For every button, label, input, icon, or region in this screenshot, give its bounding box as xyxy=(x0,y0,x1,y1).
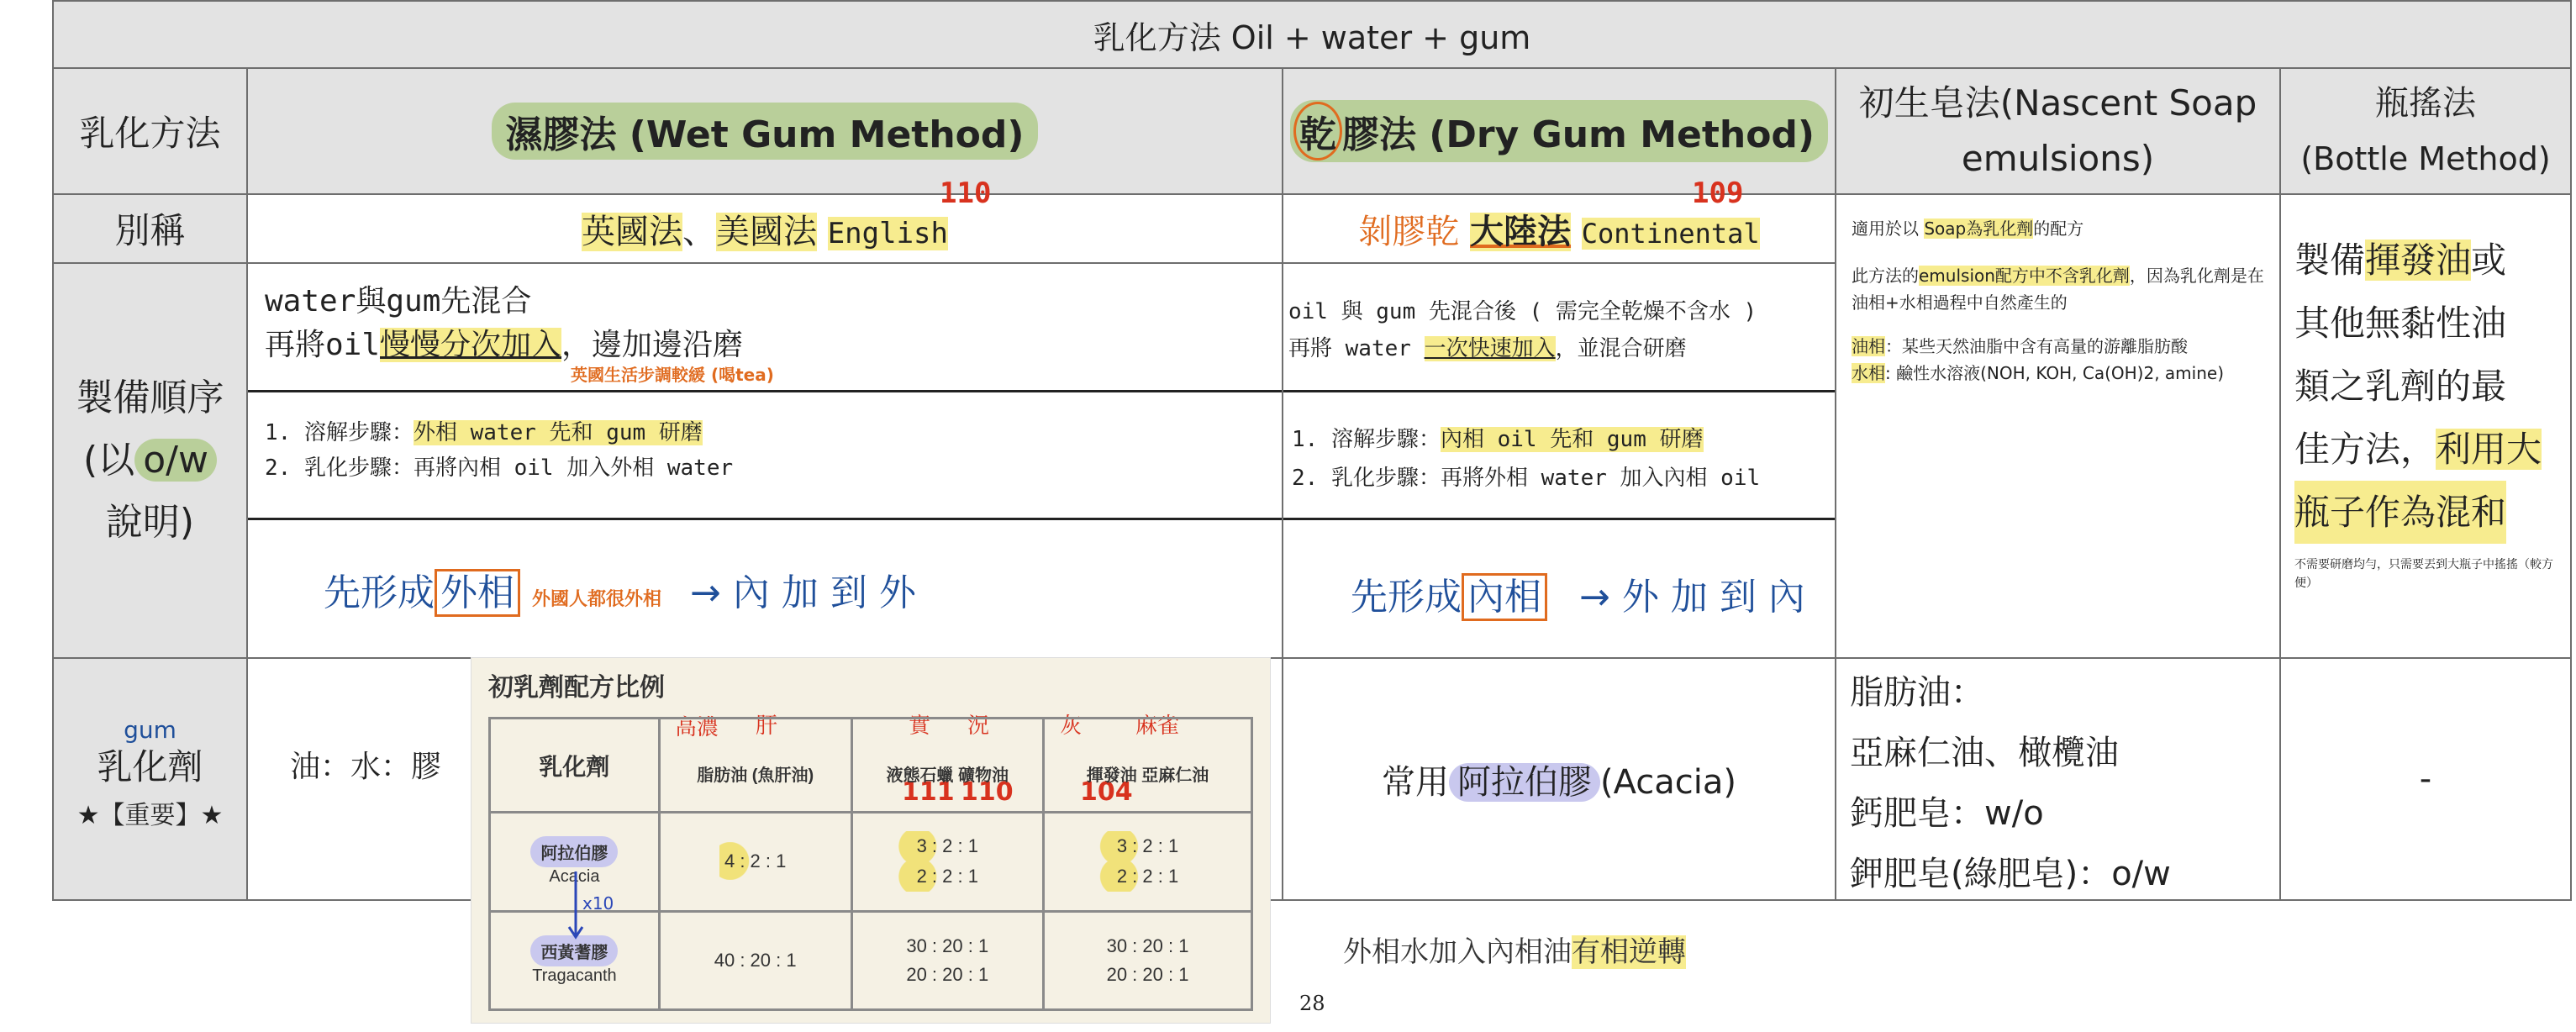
inset-tragacanth-c2 xyxy=(851,911,1044,1009)
emulsifier-dry-b: 阿拉伯膠 xyxy=(1449,763,1600,802)
inset-acacia-c3b: 2 : 2 : 1 xyxy=(1046,861,1250,892)
inset-header-row xyxy=(490,719,1252,813)
dry-step1-b: 內相 oil 先和 gum 研磨 xyxy=(1440,427,1704,452)
emulsifier-nascent xyxy=(1835,657,2281,901)
inset-tragacanth-c3a: 30 : 20 : 1 xyxy=(1106,935,1189,956)
inset-tragacanth-c2b: 20 : 20 : 1 xyxy=(906,963,989,985)
header-bottle-line2: (Bottle Method) xyxy=(2300,140,2551,177)
wet-hand-a: 先形成 xyxy=(324,571,435,614)
emulsifier-gum-note: gum xyxy=(124,716,176,744)
inset-acacia-en: Acacia xyxy=(549,867,600,887)
row-label-method xyxy=(52,67,248,195)
dry-hand-box: 內相 xyxy=(1462,573,1547,621)
inset-acacia-c1-text: 4 : 2 : 1 xyxy=(719,842,791,880)
inset-h-volatile-oil-text: 揮發油 亞麻仁油 xyxy=(1086,766,1209,786)
bottle-note: 不需要研磨均勻，只需要丟到大瓶子中搖搖（較方便） xyxy=(2294,558,2553,590)
footer-note-b: 有相逆轉 xyxy=(1572,935,1686,969)
header-wet-gum-text: 濕膠法 (Wet Gum Method) xyxy=(492,103,1037,160)
wet-line2-b: 慢慢分次加入 xyxy=(380,328,562,362)
header-dry-gum xyxy=(1282,67,1836,195)
nascent-p3-a: 油相 xyxy=(1852,336,1885,356)
wet-proc-line1: water與gum先混合 xyxy=(265,284,532,319)
wet-proc-note: 英國生活步調較緩 (喝tea) xyxy=(571,365,774,385)
wet-step1 xyxy=(265,415,703,446)
inset-hand-3: 實 xyxy=(909,713,931,739)
inset-h-mineral-oil-text: 液態石蠟 礦物油 xyxy=(886,766,1009,786)
inset-acacia-c2 xyxy=(851,813,1044,911)
bottle-l4-b: 利用大 xyxy=(2436,429,2542,470)
emulsifier-bottle xyxy=(2279,657,2572,901)
procedure-label-2 xyxy=(83,429,217,492)
wet-step1-a: 1. 溶解步驟： xyxy=(265,420,414,445)
nascent-potassium-soap: 鉀肥皂(綠肥皂)：o/w xyxy=(1850,855,2171,893)
nascent-description xyxy=(1835,193,2281,659)
row-label-alias xyxy=(52,193,248,264)
inset-hand-1: 高濃 xyxy=(675,715,719,740)
inset-arrow-note: x10 xyxy=(582,893,614,914)
footer-note xyxy=(1343,929,1686,970)
inset-h-volatile-oil xyxy=(1044,719,1252,813)
alias-continental: Continental xyxy=(1581,217,1760,250)
inset-tragacanth-c3 xyxy=(1044,911,1252,1009)
dry-proc-line2 xyxy=(1288,331,1687,362)
wet-procedure xyxy=(246,262,1283,659)
inset-page-110: 110 xyxy=(961,777,1014,807)
nascent-p2-b: emulsion配方中不含乳化劑 xyxy=(1919,266,2130,286)
emulsifier-wet-text: 油：水：膠 xyxy=(290,750,442,784)
inset-ratio-table xyxy=(488,717,1253,1011)
dry-hand-line xyxy=(1351,566,1805,620)
emulsifier-label: 乳化劑 xyxy=(97,746,203,787)
wet-hand-line xyxy=(324,562,916,616)
nascent-calcium-soap: 鈣肥皂：w/o xyxy=(1850,794,2044,833)
nascent-p4 xyxy=(1852,360,2271,387)
dry-line2-c: ，並混合研磨 xyxy=(1555,336,1687,361)
wet-hand-box: 外相 xyxy=(435,569,520,617)
nascent-p2 xyxy=(1852,262,2271,316)
dry-step1 xyxy=(1292,422,1704,453)
nascent-p3-b: ：某些天然油脂中含有高量的游離脂肪酸 xyxy=(1885,336,2188,356)
procedure-label-ow: o/w xyxy=(134,439,217,482)
row-label-emulsifier xyxy=(52,657,248,901)
inset-page-111: 111 xyxy=(902,777,955,807)
dry-hand-b: → 外 加 到 內 xyxy=(1579,576,1805,619)
nascent-p2-a: 此方法的 xyxy=(1852,266,1919,286)
wet-proc-line2 xyxy=(265,321,743,364)
inset-tragacanth-zh: 西黃蓍膠 xyxy=(530,935,618,966)
bottle-l1-b: 揮發油 xyxy=(2365,240,2472,281)
procedure-label-3: 說明) xyxy=(105,501,195,544)
emulsifier-dry-a: 常用 xyxy=(1382,762,1449,802)
inset-acacia-zh: 阿拉伯膠 xyxy=(530,836,618,867)
nascent-p1-b: Soap為乳化劑 xyxy=(1924,219,2034,239)
inset-hand-2: 肝 xyxy=(756,713,778,739)
alias-dry-page: 109 xyxy=(1692,176,1744,210)
nascent-p2-c: ，因為乳化劑是在油相+水相過程中自然產生的 xyxy=(1852,266,2264,313)
emulsifier-bottle-text: - xyxy=(2419,760,2432,798)
alias-wet-text xyxy=(582,205,948,253)
inset-title: 初乳劑配方比例 xyxy=(488,673,665,703)
bottle-l4-a: 佳方法， xyxy=(2294,429,2436,470)
table-title xyxy=(52,0,2572,69)
dry-line2-a: 再將 water xyxy=(1288,336,1425,361)
wet-line2-a: 再將oil xyxy=(265,328,381,362)
alias-america: 美國法 xyxy=(715,212,817,251)
bottle-l5: 瓶子作為混和 xyxy=(2294,481,2506,544)
bottle-l4 xyxy=(2294,418,2563,481)
procedure-label-open: (以 xyxy=(83,439,135,482)
emulsifier-important: ★【重要】★ xyxy=(76,801,224,830)
alias-england: 英國法 xyxy=(581,212,682,251)
nascent-p4-b: : 鹼性水溶液(NOH, KOH, Ca(OH)2, amine) xyxy=(1885,363,2224,383)
nascent-p4-a: 水相 xyxy=(1852,363,1885,383)
dry-proc-line1: oil 與 gum 先混合後 ( 需完全乾燥不含水 ) xyxy=(1288,299,1757,324)
inset-h-fat-oil-text: 脂肪油 (魚肝油) xyxy=(697,766,814,786)
alias-wet xyxy=(246,193,1283,264)
alias-dry-text xyxy=(1358,205,1759,253)
dry-rest-text: 膠法 (Dry Gum Method) xyxy=(1341,113,1815,156)
alias-sep: 、 xyxy=(682,212,716,251)
header-bottle xyxy=(2279,67,2572,195)
nascent-p3 xyxy=(1852,333,2271,360)
table-title-text: 乳化方法 Oil + water + gum xyxy=(1093,18,1531,56)
inset-page-104: 104 xyxy=(1080,777,1133,807)
bottle-l3: 類之乳劑的最 xyxy=(2294,366,2507,407)
emulsifier-dry-c: (Acacia) xyxy=(1600,762,1736,802)
wet-step2: 2. 乳化步驟：再將內相 oil 加入外相 water xyxy=(265,455,734,481)
emulsifier-dry-text xyxy=(1382,756,1736,803)
alias-dry-hand: 剝膠乾 xyxy=(1358,212,1460,251)
bottle-l2: 其他無黏性油 xyxy=(2294,303,2507,344)
alias-dry xyxy=(1282,193,1836,264)
bottle-l1-c: 或 xyxy=(2471,240,2507,281)
emulsifier-dry xyxy=(1282,657,1836,901)
inset-hand-5: 灰 xyxy=(1060,713,1083,739)
alias-continent: 大陸法 xyxy=(1470,212,1572,251)
bottle-l1-a: 製備 xyxy=(2294,240,2366,281)
inset-tragacanth-en: Tragacanth xyxy=(532,966,617,985)
dry-procedure xyxy=(1282,262,1836,659)
header-dry-gum-text xyxy=(1290,100,1828,162)
wet-hand-b: → 內 加 到 外 xyxy=(690,571,916,614)
row-label-method-text: 乳化方法 xyxy=(79,113,221,154)
inset-h-mineral-oil xyxy=(851,719,1044,813)
dry-step1-a: 1. 溶解步驟： xyxy=(1292,427,1441,452)
row-label-procedure xyxy=(52,262,248,659)
inset-h-emulsifier: 乳化劑 xyxy=(490,719,660,813)
wet-step1-b: 外相 water 先和 gum 研磨 xyxy=(413,420,703,445)
inset-hand-6: 麻雀 xyxy=(1135,713,1180,739)
inset-tragacanth-c1: 40 : 20 : 1 xyxy=(659,911,851,1009)
footer-note-a: 外相水加入內相油 xyxy=(1343,935,1572,969)
header-nascent-soap-text: 初生皂法(Nascent Soap emulsions) xyxy=(1858,82,2257,179)
inset-acacia-c3a: 3 : 2 : 1 xyxy=(1046,831,1250,861)
inset-acacia-c3 xyxy=(1044,813,1252,911)
alias-english: English xyxy=(827,216,948,250)
header-bottle-line1: 瓶搖法 xyxy=(2375,84,2476,123)
header-nascent-soap xyxy=(1835,67,2281,195)
nascent-p1 xyxy=(1852,215,2271,242)
inset-hand-4: 況 xyxy=(967,713,990,739)
nascent-p1-a: 適用於以 xyxy=(1852,219,1925,239)
row-label-alias-text: 別稱 xyxy=(114,210,186,251)
inset-tragacanth-c2a: 30 : 20 : 1 xyxy=(906,935,989,956)
dry-char-circle: 乾 xyxy=(1293,102,1342,161)
alias-wet-page: 110 xyxy=(940,176,992,210)
page-number: 28 xyxy=(1299,992,1325,1015)
nascent-p1-c: 的配方 xyxy=(2033,219,2084,239)
bottle-description xyxy=(2279,193,2572,659)
bottle-l1 xyxy=(2294,229,2563,292)
inset-h-fat-oil xyxy=(659,719,851,813)
wet-hand-note: 外國人都很外相 xyxy=(532,589,662,610)
inset-ratio-image xyxy=(471,657,1271,1024)
inset-tragacanth-c3b: 20 : 20 : 1 xyxy=(1106,963,1189,985)
inset-acacia-c2a: 3 : 2 : 1 xyxy=(854,831,1042,861)
nascent-oils: 亞麻仁油、橄欖油 xyxy=(1850,734,2119,772)
dry-hand-a: 先形成 xyxy=(1351,576,1462,619)
header-wet-gum xyxy=(246,67,1283,195)
inset-acacia-c2b: 2 : 2 : 1 xyxy=(854,861,1042,892)
procedure-label-1: 製備順序 xyxy=(76,376,224,419)
inset-acacia-c1 xyxy=(659,813,851,911)
dry-step2: 2. 乳化步驟：再將外相 water 加入內相 oil xyxy=(1292,466,1761,491)
dry-line2-b: 一次快速加入 xyxy=(1424,336,1556,361)
wet-line2-c: ，邊加邊沿磨 xyxy=(561,328,744,362)
nascent-fat-oil: 脂肪油： xyxy=(1850,673,1984,712)
